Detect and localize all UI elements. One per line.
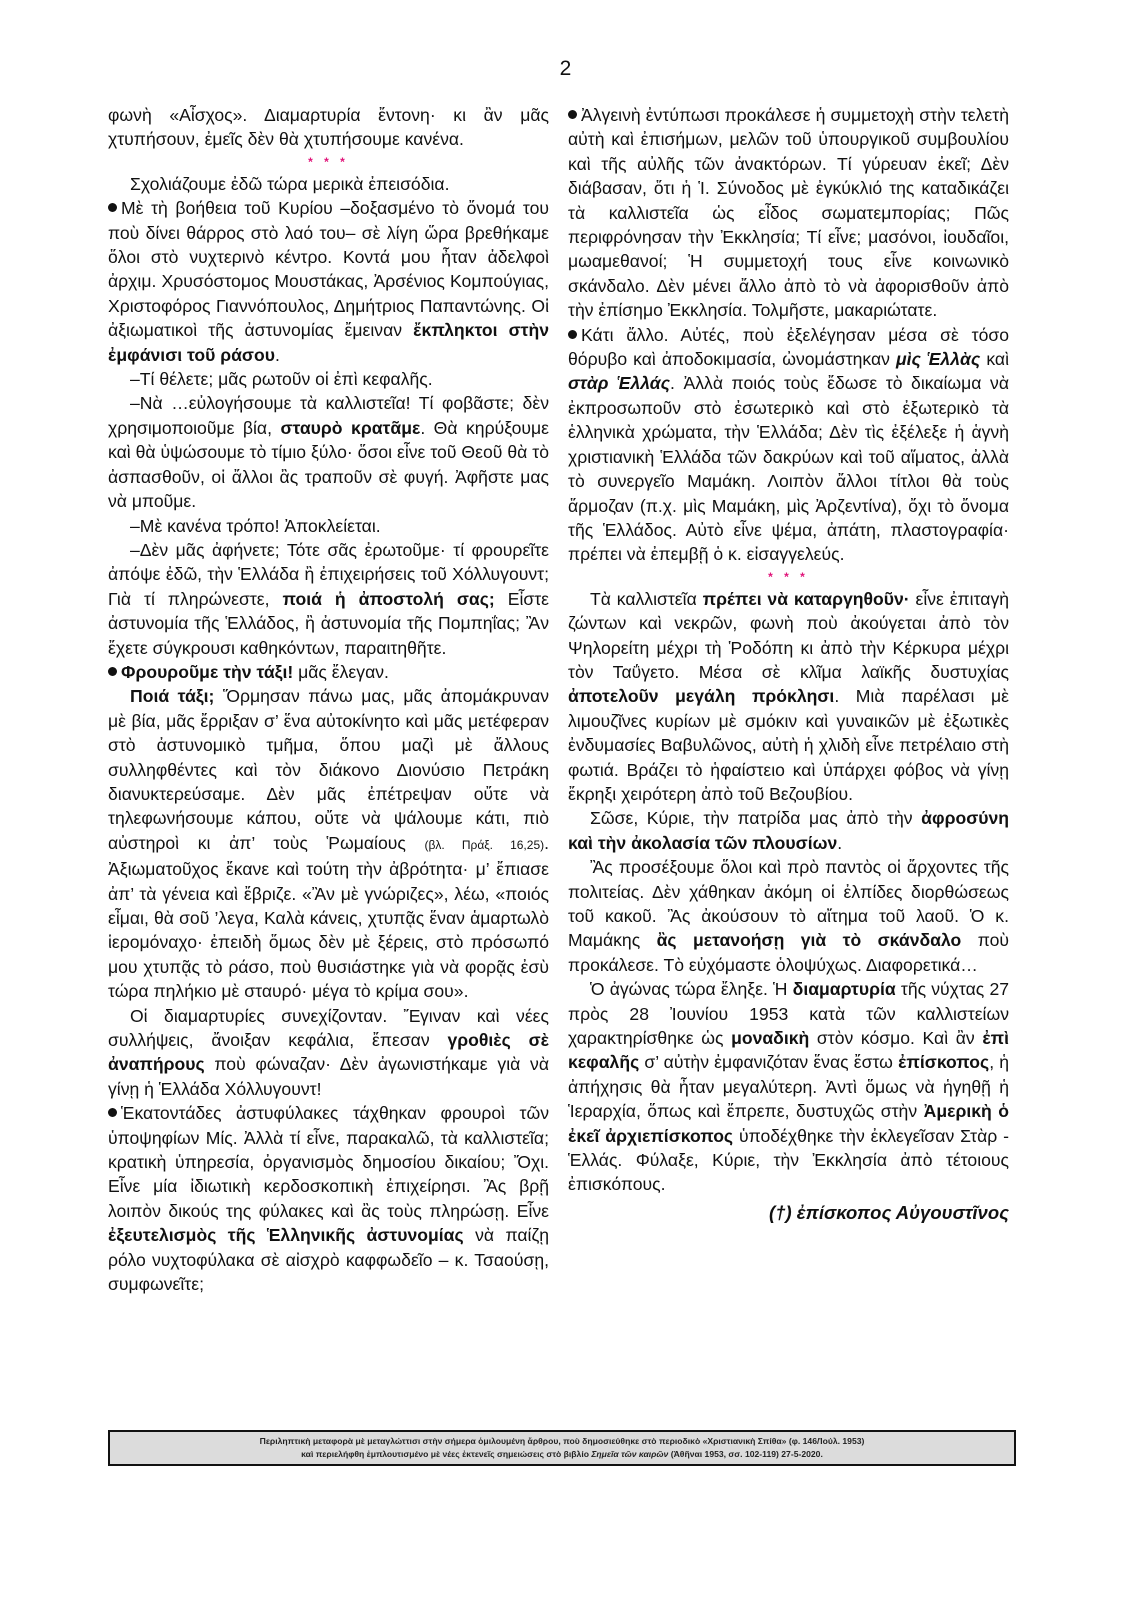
text: Ἑκατοντάδες ἀστυφύλακες τάχθηκαν φρουροὶ τῶν ὑποψηφίων Μίς. Ἀλλὰ τί εἶνε, παρακαλῶ, τὰ καλλιστεῖα; κρατικὴ ὑπηρεσία, ὀργανισμὸς δημοσίου δικαίου; Ὄχι. Εἶνε μία ἰδιωτικὴ κερδοσκοπικὴ ἐπιχείρησι. Ἂς βρῇ λοιπὸν δικούς της φύλακες καὶ ἂς τοὺς πληρώσῃ. Εἶνε bbox=[108, 1103, 549, 1221]
separator-stars: * * * bbox=[768, 569, 809, 584]
text: Ὅρμησαν πάνω μας, μᾶς ἀπομάκρυναν μὲ βία, μᾶς ἔρριξαν σ’ ἕνα αὐτοκίνητο καὶ μᾶς μετέφεραν στὸ ἀστυνομικὸ τμῆμα, ὅπου μαζὶ μὲ ἄλλους συλληφθέντες καὶ τὸν διάκονο Διονύσιο Πετράκη διανυκτερεύσαμε. Δὲν μᾶς ἐπέτρεψαν οὔτε νὰ τηλεφωνήσουμε κάπου, οὔτε νὰ ψάλουμε κάτι, πιὸ αὐστηροὶ κι ἀπ’ τοὺς Ῥωμαίους bbox=[108, 686, 549, 853]
separator-stars: * * * bbox=[308, 154, 349, 169]
text: ποὺ προκάλεσε. Τὸ εὐχόμαστε ὁλοψύχως. Διαφορετικά… bbox=[568, 930, 1009, 975]
paragraph bbox=[108, 391, 549, 513]
signature: (†) ἐπίσκοπος Αὐγουστῖνος bbox=[769, 1201, 1009, 1223]
paragraph bbox=[108, 684, 549, 1003]
bold-text: Ἀμερικὴ ὁ ἐκεῖ ἀρχιεπίσκοπος bbox=[568, 1101, 1009, 1146]
paragraph bbox=[568, 806, 1009, 855]
bold-text: πρέπει νὰ καταργηθοῦν· bbox=[702, 588, 910, 609]
text: μᾶς ἔλεγαν. bbox=[298, 661, 389, 682]
text: εἶνε ἐπιταγὴ ζώντων καὶ νεκρῶν, φωνὴ ποὺ ἀκούγεται ἀπὸ τὸν Ψηλορείτη μέχρι τὴ Ῥοδόπη κι ἀπὸ τὴν Κέρκυρα μέχρι τὸν Ταΰγετο. Μέσα σὲ κλῖμα λαϊκῆς δυστυχίας bbox=[568, 588, 1010, 682]
bold-text: γροθιὲς σὲ ἀναπήρους bbox=[108, 1030, 550, 1075]
footer-line-1: Περιληπτικὴ μεταφορὰ μὲ μεταγλώττισι στὴν σήμερα ὁμιλουμένη ἄρθρου, ποὺ δημοσιεύθηκε στὸ περιοδικὸ «Χριστιανικὴ Σπίθα» (φ. 146/Ἰούλ. 1953) bbox=[259, 1436, 865, 1446]
paragraph bbox=[568, 103, 1009, 323]
text: . Ἀλλὰ ποιός τοὺς ἔδωσε τὸ δικαίωμα νὰ ἐκπροσωποῦν στὸ ἐσωτερικὸ καὶ στὸ ἐξωτερικὸ τὰ ἑλληνικὰ χρώματα, τὴν Ἑλλάδα; Δὲν τὶς ἐξέλεξε ἡ ἁγνὴ χριστιανικὴ Ἑλλάδα τῶν δακρύων καὶ τοῦ αἵματος, ἀλλὰ τὸ συνεργεῖο Μαμάκη. Λοιπὸν ἄλλοι τίτλοι θὰ τοὺς ἅρμοζαν (π.χ. μὶς Μαμάκη, μὶς Ἀρζεντίνα), ὄχι τὸ ὄνομα τῆς Ἑλλάδος. Αὐτὸ εἶνε ψέμα, ἀπάτη, πλαστογραφία· πρέπει νὰ ἐπεμβῇ ὁ κ. εἰσαγγελεύς. bbox=[568, 373, 1009, 565]
bullet-icon bbox=[568, 110, 577, 119]
text: –Μὲ κανένα τρόπο! Ἀποκλείεται. bbox=[130, 515, 381, 536]
text: Σῶσε, Κύριε, τὴν πατρίδα μας ἀπὸ τὴν bbox=[590, 808, 913, 829]
bold-text: διαμαρτυρία bbox=[792, 979, 896, 1000]
text: Σχολιάζουμε ἐδῶ τώρα μερικὰ ἐπεισόδια. bbox=[130, 173, 450, 194]
page-number: 2 bbox=[559, 57, 572, 80]
text: τῆς νύχτας 27 πρὸς 28 Ἰουνίου 1953 κατὰ τῶν καλλιστείων χαρακτηρίσθηκε ὡς bbox=[568, 979, 1010, 1049]
text: Τὰ καλλιστεῖα bbox=[590, 588, 697, 609]
bold-italic-text: μὶς Ἑλλὰς bbox=[896, 349, 981, 370]
bold-text: ἂς μετανοήσῃ γιὰ τὸ σκάνδαλο bbox=[656, 930, 962, 951]
paragraph bbox=[108, 1004, 549, 1102]
text: –Δὲν μᾶς ἀφήνετε; Τότε σᾶς ἐρωτοῦμε· τί φρουρεῖτε ἀπόψε ἐδῶ, τὴν Ἑλλάδα ἢ ἐπιχειρήσεις τοῦ Χόλλυγουντ; Γιὰ τί πληρώνεστε, bbox=[108, 539, 549, 609]
text: , ἡ ἀπήχησις θὰ ἦταν μεγαλύτερη. Ἀντὶ ὅμως νὰ ἡγηθῇ ἡ Ἱεραρχία, ὅπως καὶ ἔπρεπε, δυστυχῶς στὴν bbox=[568, 1052, 1010, 1122]
text: σ’ αὐτὴν ἐμφανιζόταν ἕνας ἔστω bbox=[644, 1052, 893, 1073]
footer-note-box bbox=[108, 1430, 1016, 1466]
bullet-icon bbox=[108, 667, 117, 676]
text: Οἱ διαμαρτυρίες συνεχίζονταν. Ἔγιναν καὶ νέες συλλήψεις, ἄνοιξαν κεφάλια, ἔπεσαν bbox=[108, 1005, 549, 1051]
paragraph bbox=[108, 196, 549, 367]
paragraph bbox=[568, 855, 1009, 977]
bold-text: ποιά ἡ ἀποστολή σας; bbox=[282, 588, 495, 609]
text: στὸν κόσμο. Καὶ ἂν bbox=[816, 1028, 975, 1049]
text: –Τί θέλετε; μᾶς ρωτοῦν οἱ ἐπὶ κεφαλῆς. bbox=[130, 369, 433, 390]
bold-text: ἐξευτελισμὸς τῆς Ἑλληνικῆς ἀστυνομίας bbox=[108, 1225, 464, 1246]
text: . Μιὰ παρέλασι μὲ λιμουζῖνες κυρίων μὲ σμόκιν καὶ γυναικῶν μὲ ἐξωτικὲς ἐνδυμασίες Βαβυλῶνος, αὐτὴ ἡ χλιδὴ εἶνε πετρέλαιο στὴ φωτιά. Βράζει τὸ ἡφαίστειο καὶ ὑπάρχει φόβος νὰ γίνῃ ἔκρηξι χειρότερη ἀπὸ τοῦ Βεζουβίου. bbox=[568, 686, 1009, 804]
bullet-icon bbox=[108, 1108, 117, 1117]
paragraph bbox=[108, 514, 549, 538]
bold-italic-text: στὰρ Ἑλλάς bbox=[568, 373, 671, 394]
reference: (βλ. Πράξ. 16,25) bbox=[424, 837, 545, 852]
text: . Θὰ κηρύξουμε καὶ θὰ ὑψώσουμε τὸ τίμιο ξύλο· ὅσοι εἶνε τοῦ Θεοῦ θὰ τὸ ἀσπασθοῦν, οἱ ἄλλοι ἂς τραποῦν σὲ φυγή. Ἀφῆστε μας νὰ μποῦμε. bbox=[108, 417, 549, 512]
bold-text: σταυρὸ κρατᾶμε bbox=[280, 417, 421, 438]
text: (Ἀθῆναι 1953, σσ. 102-119) 27-5-2020. bbox=[670, 1449, 823, 1459]
bullet-icon bbox=[568, 330, 577, 339]
bold-text: ἀφροσύνη καὶ τὴν ἀκολασία τῶν πλουσίων bbox=[568, 808, 1010, 853]
text: Μὲ τὴ βοήθεια τοῦ Κυρίου –δοξασμένο τὸ ὄνομά του ποὺ δίνει θάρρος στὸ λαό του– σὲ λίγη ὥρα βρεθήκαμε ὅλοι στὸ νυχτερινὸ κέντρο. Κοντά μου ἦταν ἀδελφοὶ ἀρχιμ. Χρυσόστομος Μουστάκας, Ἀρσένιος Κομπούγιας, Χριστοφόρος Γιαννόπουλος, Δημήτριος Παπαντώνης. Οἱ ἀξιωματικοὶ τῆς ἀστυνομίας ἔμειναν bbox=[108, 198, 549, 341]
text: καὶ bbox=[986, 349, 1009, 370]
right-column bbox=[568, 103, 1009, 1225]
book-title: Σημεῖα τῶν καιρῶν bbox=[591, 1449, 669, 1459]
paragraph bbox=[108, 1101, 549, 1296]
bold-text: μοναδικὴ bbox=[731, 1028, 810, 1049]
paragraph bbox=[568, 977, 1009, 1197]
text: ποὺ φώναζαν· Δὲν ἀγωνιστήκαμε γιὰ νὰ γίνῃ ἡ Ἑλλάδα Χόλλυγουντ! bbox=[108, 1054, 550, 1099]
bold-text: ἐπίσκοπος bbox=[898, 1052, 990, 1073]
left-column bbox=[108, 103, 549, 1297]
text: –Νὰ …εὐλογήσουμε τὰ καλλιστεῖα! Τί φοβᾶστε; δὲν χρησιμοποιοῦμε βία, bbox=[108, 393, 549, 438]
text: φωνὴ «Αἶσχος». Διαμαρτυρία ἔντονη· κι ἂν μᾶς χτυπήσουν, ἐμεῖς δὲν θὰ χτυπήσουμε κανένα. bbox=[108, 105, 549, 150]
text: Ἂς προσέξουμε ὅλοι καὶ πρὸ παντὸς οἱ ἄρχοντες τῆς πολιτείας. Δὲν χάθηκαν ἀκόμη οἱ ἐλπίδες διορθώσεως τοῦ κακοῦ. Ἂς ἀκούσουν τὸ αἴτημα τοῦ λαοῦ. Ὁ κ. Μαμάκης bbox=[568, 857, 1009, 951]
text: . bbox=[837, 832, 843, 853]
bold-text: Φρουροῦμε τὴν τάξι! bbox=[121, 661, 294, 682]
text: . Ἀξιωματοῦχος ἔκανε καὶ τούτη τὴν ἀβρότητα· μ’ ἔπιασε ἀπ’ τὰ γένεια καὶ ἔβριζε. «Ἂν μὲ γνώριζες», λέω, «ποιός εἶμαι, θὰ σοῦ ’λεγα, Καλὰ κάνεις, χτυπᾷς ἕναν ἁμαρτωλὸ ἱερομόναχο· ἐπειδὴ ὅμως δὲν μὲ ξέρεις, στὸ πρόσωπό μου χτυπᾷς τὸ ράσο, ποὺ θυσιάστηκε γιὰ νὰ φορᾷς ἐσὺ τώρα πηλήκιο μὲ σταυρό· μέγα τὸ κρίμα σου». bbox=[108, 832, 549, 1002]
paragraph bbox=[568, 323, 1009, 567]
paragraph bbox=[108, 172, 549, 196]
text: νὰ παίζῃ ρόλο νυχτοφύλακα σὲ αἰσχρὸ καφφωδεῖο – κ. Τσαούσῃ, συμφωνεῖτε; bbox=[108, 1225, 549, 1295]
bold-text: ἔκπληκτοι στὴν ἐμφάνισι τοῦ ράσου bbox=[108, 320, 549, 365]
paragraph bbox=[108, 538, 549, 660]
text: καὶ περιελήφθη ἐμπλουτισμένο μὲ νέες ἐκτενεῖς σημειώσεις στὸ βιβλίο bbox=[301, 1449, 589, 1459]
text: . bbox=[274, 344, 280, 365]
bold-text: Ποιά τάξι; bbox=[130, 686, 215, 707]
bullet-icon bbox=[108, 203, 117, 212]
paragraph bbox=[108, 660, 549, 684]
text: ὑποδέχθηκε τὴν ἐκλεγεῖσαν Στὰρ - Ἑλλάς. Φύλαξε, Κύριε, τὴν Ἐκκλησία ἀπὸ τέτοιους ἐπισκόπους. bbox=[568, 1125, 1010, 1195]
text: Κάτι ἄλλο. Αὐτές, ποὺ ἐξελέγησαν μέσα σὲ τόσο θόρυβο καὶ ἀποδοκιμασία, ὠνομάστηκαν bbox=[568, 324, 1009, 370]
paragraph bbox=[568, 587, 1009, 807]
footer-line-2 bbox=[110, 1448, 1014, 1461]
text: Ὁ ἀγώνας τώρα ἔληξε. Ἡ bbox=[590, 979, 788, 1000]
bold-text: ἐπὶ κεφαλῆς bbox=[568, 1028, 1010, 1073]
paragraph bbox=[108, 367, 549, 391]
bold-text: ἀποτελοῦν μεγάλη πρόκλησι bbox=[568, 686, 835, 707]
text: Εἶστε ἀστυνομία τῆς Ἑλλάδος, ἢ ἀστυνομία τῆς Πομπηΐας; Ἂν ἔχετε σύγκρουσι καθηκόντων, παραιτηθῆτε. bbox=[108, 588, 550, 658]
text: Ἀλγεινὴ ἐντύπωσι προκάλεσε ἡ συμμετοχὴ στὴν τελετὴ αὐτὴ καὶ ἐπισήμων, μελῶν τοῦ ὑπουργικοῦ συμβουλίου καὶ τῆς αὐλῆς τῶν ἀνακτόρων. Τί γύρευαν ἐκεῖ; Δὲν διάβασαν, ὅτι ἡ Ἱ. Σύνοδος μὲ ἐγκύκλιό της καταδικάζει τὰ καλλιστεῖα ὡς εἶδος σωματεμπορίας; Πῶς περιφρόνησαν τὴν Ἐκκλησία; Τί εἶνε; μασόνοι, ἰουδαῖοι, μωαμεθανοί; Ἡ συμμετοχή τους εἶνε κοινωνικὸ σκάνδαλο. Δὲν μένει ἄλλο ἀπὸ τὸ νὰ ἀφορισθοῦν ἀπὸ τὴν ἐπίσημο Ἐκκλησία. Τολμῆστε, μακαριώτατε. bbox=[568, 105, 1009, 321]
paragraph bbox=[108, 103, 549, 152]
